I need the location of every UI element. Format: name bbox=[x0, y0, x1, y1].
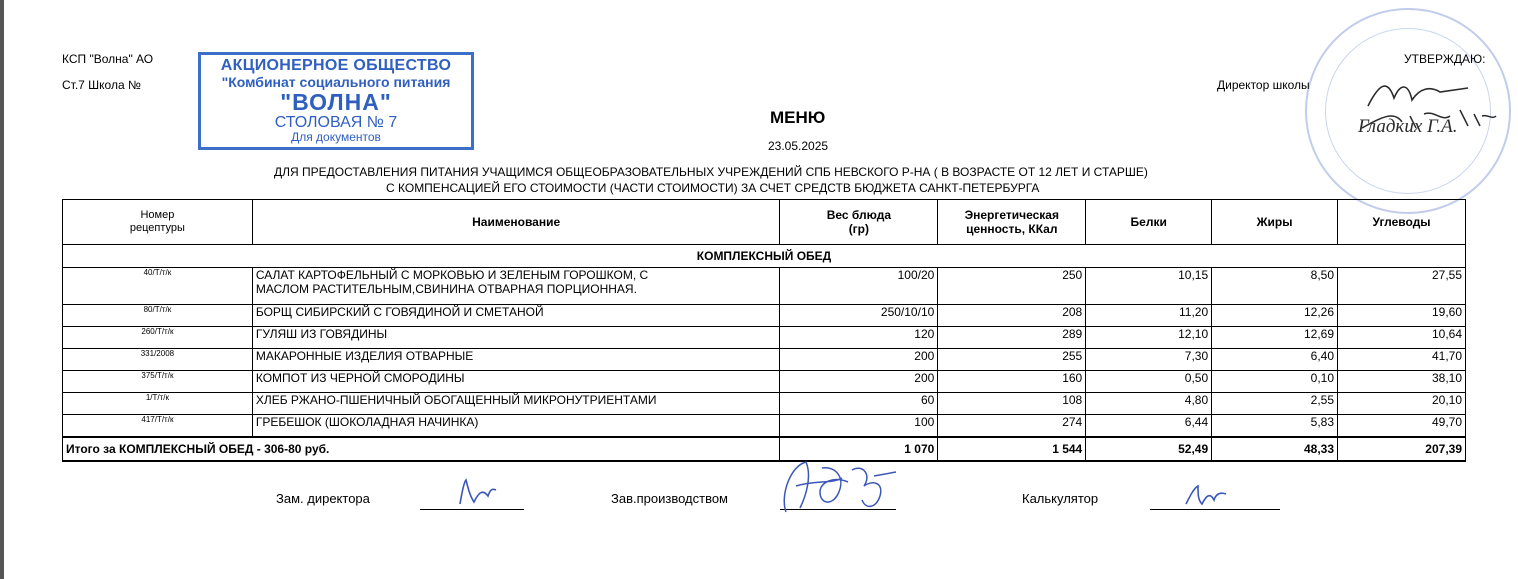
header-recipe: Номер рецептуры bbox=[63, 200, 253, 245]
total-carbs: 207,39 bbox=[1338, 437, 1466, 461]
calculator-signature bbox=[1180, 480, 1230, 510]
dish-name: САЛАТ КАРТОФЕЛЬНЫЙ С МОРКОВЬЮ И ЗЕЛЕНЫМ ГОРОШКОМ, С МАСЛОМ РАСТИТЕЛЬНЫМ,СВИНИНА ОТВАРНАЯ ПОРЦИОННАЯ. bbox=[252, 268, 780, 305]
subtitle-line-1: ДЛЯ ПРЕДОСТАВЛЕНИЯ ПИТАНИЯ УЧАЩИМСЯ ОБЩЕОБРАЗОВАТЕЛЬНЫХ УЧРЕЖДЕНИЙ СПБ НЕВСКОГО Р-НА ( В ВОЗРАСТЕ ОТ 12 ЛЕТ И СТАРШЕ) bbox=[274, 165, 1148, 179]
dish-protein: 4,80 bbox=[1086, 393, 1212, 415]
approve-label: УТВЕРЖДАЮ: bbox=[1404, 52, 1486, 66]
dish-fat: 2,55 bbox=[1212, 393, 1338, 415]
dish-energy: 160 bbox=[938, 371, 1086, 393]
director-name-handwritten: Гладких Г.А. bbox=[1358, 116, 1458, 137]
director-signature bbox=[1350, 70, 1500, 140]
recipe-code: 80/Т/т/к bbox=[63, 305, 253, 327]
total-weight: 1 070 bbox=[780, 437, 938, 461]
table-row bbox=[63, 349, 1466, 371]
table-row bbox=[63, 371, 1466, 393]
dish-protein: 12,10 bbox=[1086, 327, 1212, 349]
menu-date: 23.05.2025 bbox=[768, 139, 829, 153]
dish-name: ГУЛЯШ ИЗ ГОВЯДИНЫ bbox=[252, 327, 780, 349]
table-row bbox=[63, 415, 1466, 437]
dish-weight: 100/20 bbox=[780, 268, 938, 305]
header-carbs: Углеводы bbox=[1338, 200, 1466, 245]
header-name: Наименование bbox=[252, 200, 780, 245]
table-row bbox=[63, 305, 1466, 327]
dish-energy: 274 bbox=[938, 415, 1086, 437]
dish-carbs: 49,70 bbox=[1338, 415, 1466, 437]
recipe-code: 417/Т/т/к bbox=[63, 415, 253, 437]
dish-protein: 11,20 bbox=[1086, 305, 1212, 327]
dish-weight: 250/10/10 bbox=[780, 305, 938, 327]
section-title: КОМПЛЕКСНЫЙ ОБЕД bbox=[63, 245, 1466, 268]
page-title: МЕНЮ bbox=[770, 108, 826, 127]
dish-fat: 12,26 bbox=[1212, 305, 1338, 327]
dish-energy: 255 bbox=[938, 349, 1086, 371]
recipe-code: 40/Т/т/к bbox=[63, 268, 253, 305]
dish-weight: 60 bbox=[780, 393, 938, 415]
dish-name: КОМПОТ ИЗ ЧЕРНОЙ СМОРОДИНЫ bbox=[252, 371, 780, 393]
dish-fat: 0,10 bbox=[1212, 371, 1338, 393]
dish-weight: 120 bbox=[780, 327, 938, 349]
header-weight: Вес блюда (гр) bbox=[780, 200, 938, 245]
dish-name: БОРЩ СИБИРСКИЙ С ГОВЯДИНОЙ И СМЕТАНОЙ bbox=[252, 305, 780, 327]
recipe-code: 375/Т/т/к bbox=[63, 371, 253, 393]
dish-fat: 8,50 bbox=[1212, 268, 1338, 305]
table-row bbox=[63, 268, 1466, 305]
dish-carbs: 41,70 bbox=[1338, 349, 1466, 371]
dish-fat: 6,40 bbox=[1212, 349, 1338, 371]
dish-weight: 200 bbox=[780, 371, 938, 393]
recipe-code: 1/Т/т/к bbox=[63, 393, 253, 415]
company-stamp bbox=[198, 52, 474, 150]
menu-table bbox=[62, 199, 1466, 462]
stamp-line-1: АКЦИОНЕРНОЕ ОБЩЕСТВО bbox=[220, 57, 452, 74]
dish-energy: 289 bbox=[938, 327, 1086, 349]
dish-energy: 208 bbox=[938, 305, 1086, 327]
deputy-label: Зам. директора bbox=[276, 491, 370, 506]
dish-carbs: 19,60 bbox=[1338, 305, 1466, 327]
dish-weight: 200 bbox=[780, 349, 938, 371]
dish-weight: 100 bbox=[780, 415, 938, 437]
dish-name: МАКАРОННЫЕ ИЗДЕЛИЯ ОТВАРНЫЕ bbox=[252, 349, 780, 371]
stamp-line-3: "ВОЛНА" bbox=[280, 89, 392, 115]
dish-carbs: 20,10 bbox=[1338, 393, 1466, 415]
recipe-code: 331/2008 bbox=[63, 349, 253, 371]
dish-name: ГРЕБЕШОК (ШОКОЛАДНАЯ НАЧИНКА) bbox=[252, 415, 780, 437]
stamp-line-5: Для документов bbox=[291, 130, 381, 144]
dish-energy: 250 bbox=[938, 268, 1086, 305]
dish-carbs: 38,10 bbox=[1338, 371, 1466, 393]
header-energy: Энергетическая ценность, ККал bbox=[938, 200, 1086, 245]
dish-protein: 0,50 bbox=[1086, 371, 1212, 393]
company-name: КСП "Волна" АО bbox=[62, 52, 154, 66]
header-protein: Белки bbox=[1086, 200, 1212, 245]
subtitle-line-2: С КОМПЕНСАЦИЕЙ ЕГО СТОИМОСТИ (ЧАСТИ СТОИМОСТИ) ЗА СЧЕТ СРЕДСТВ БЮДЖЕТА САНКТ-ПЕТЕРБУРГА bbox=[386, 181, 1040, 195]
dish-protein: 6,44 bbox=[1086, 415, 1212, 437]
deputy-signature bbox=[452, 474, 502, 510]
dish-fat: 12,69 bbox=[1212, 327, 1338, 349]
dish-carbs: 10,64 bbox=[1338, 327, 1466, 349]
director-label: Директор школы bbox=[1217, 78, 1310, 92]
total-energy: 1 544 bbox=[938, 437, 1086, 461]
table-row bbox=[63, 327, 1466, 349]
total-fat: 48,33 bbox=[1212, 437, 1338, 461]
production-signature bbox=[776, 456, 906, 518]
stamp-line-2: "Комбинат социального питания bbox=[221, 74, 451, 90]
dish-fat: 5,83 bbox=[1212, 415, 1338, 437]
section-row bbox=[63, 245, 1466, 268]
production-label: Зав.производством bbox=[611, 491, 728, 506]
recipe-code: 260/Т/т/к bbox=[63, 327, 253, 349]
page-edge bbox=[0, 0, 4, 579]
calculator-label: Калькулятор bbox=[1022, 491, 1099, 506]
total-row bbox=[63, 437, 1466, 461]
stamp-line-4: СТОЛОВАЯ № 7 bbox=[274, 114, 398, 131]
dish-carbs: 27,55 bbox=[1338, 268, 1466, 305]
dish-protein: 10,15 bbox=[1086, 268, 1212, 305]
header-fat: Жиры bbox=[1212, 200, 1338, 245]
dish-protein: 7,30 bbox=[1086, 349, 1212, 371]
table-row bbox=[63, 393, 1466, 415]
dish-energy: 108 bbox=[938, 393, 1086, 415]
canteen-school: Ст.7 Школа № bbox=[62, 78, 141, 92]
total-protein: 52,49 bbox=[1086, 437, 1212, 461]
total-label: Итого за КОМПЛЕКСНЫЙ ОБЕД - 306-80 руб. bbox=[63, 437, 780, 461]
table-header-row bbox=[63, 200, 1466, 245]
dish-name: ХЛЕБ РЖАНО-ПШЕНИЧНЫЙ ОБОГАЩЕННЫЙ МИКРОНУТРИЕНТАМИ bbox=[252, 393, 780, 415]
